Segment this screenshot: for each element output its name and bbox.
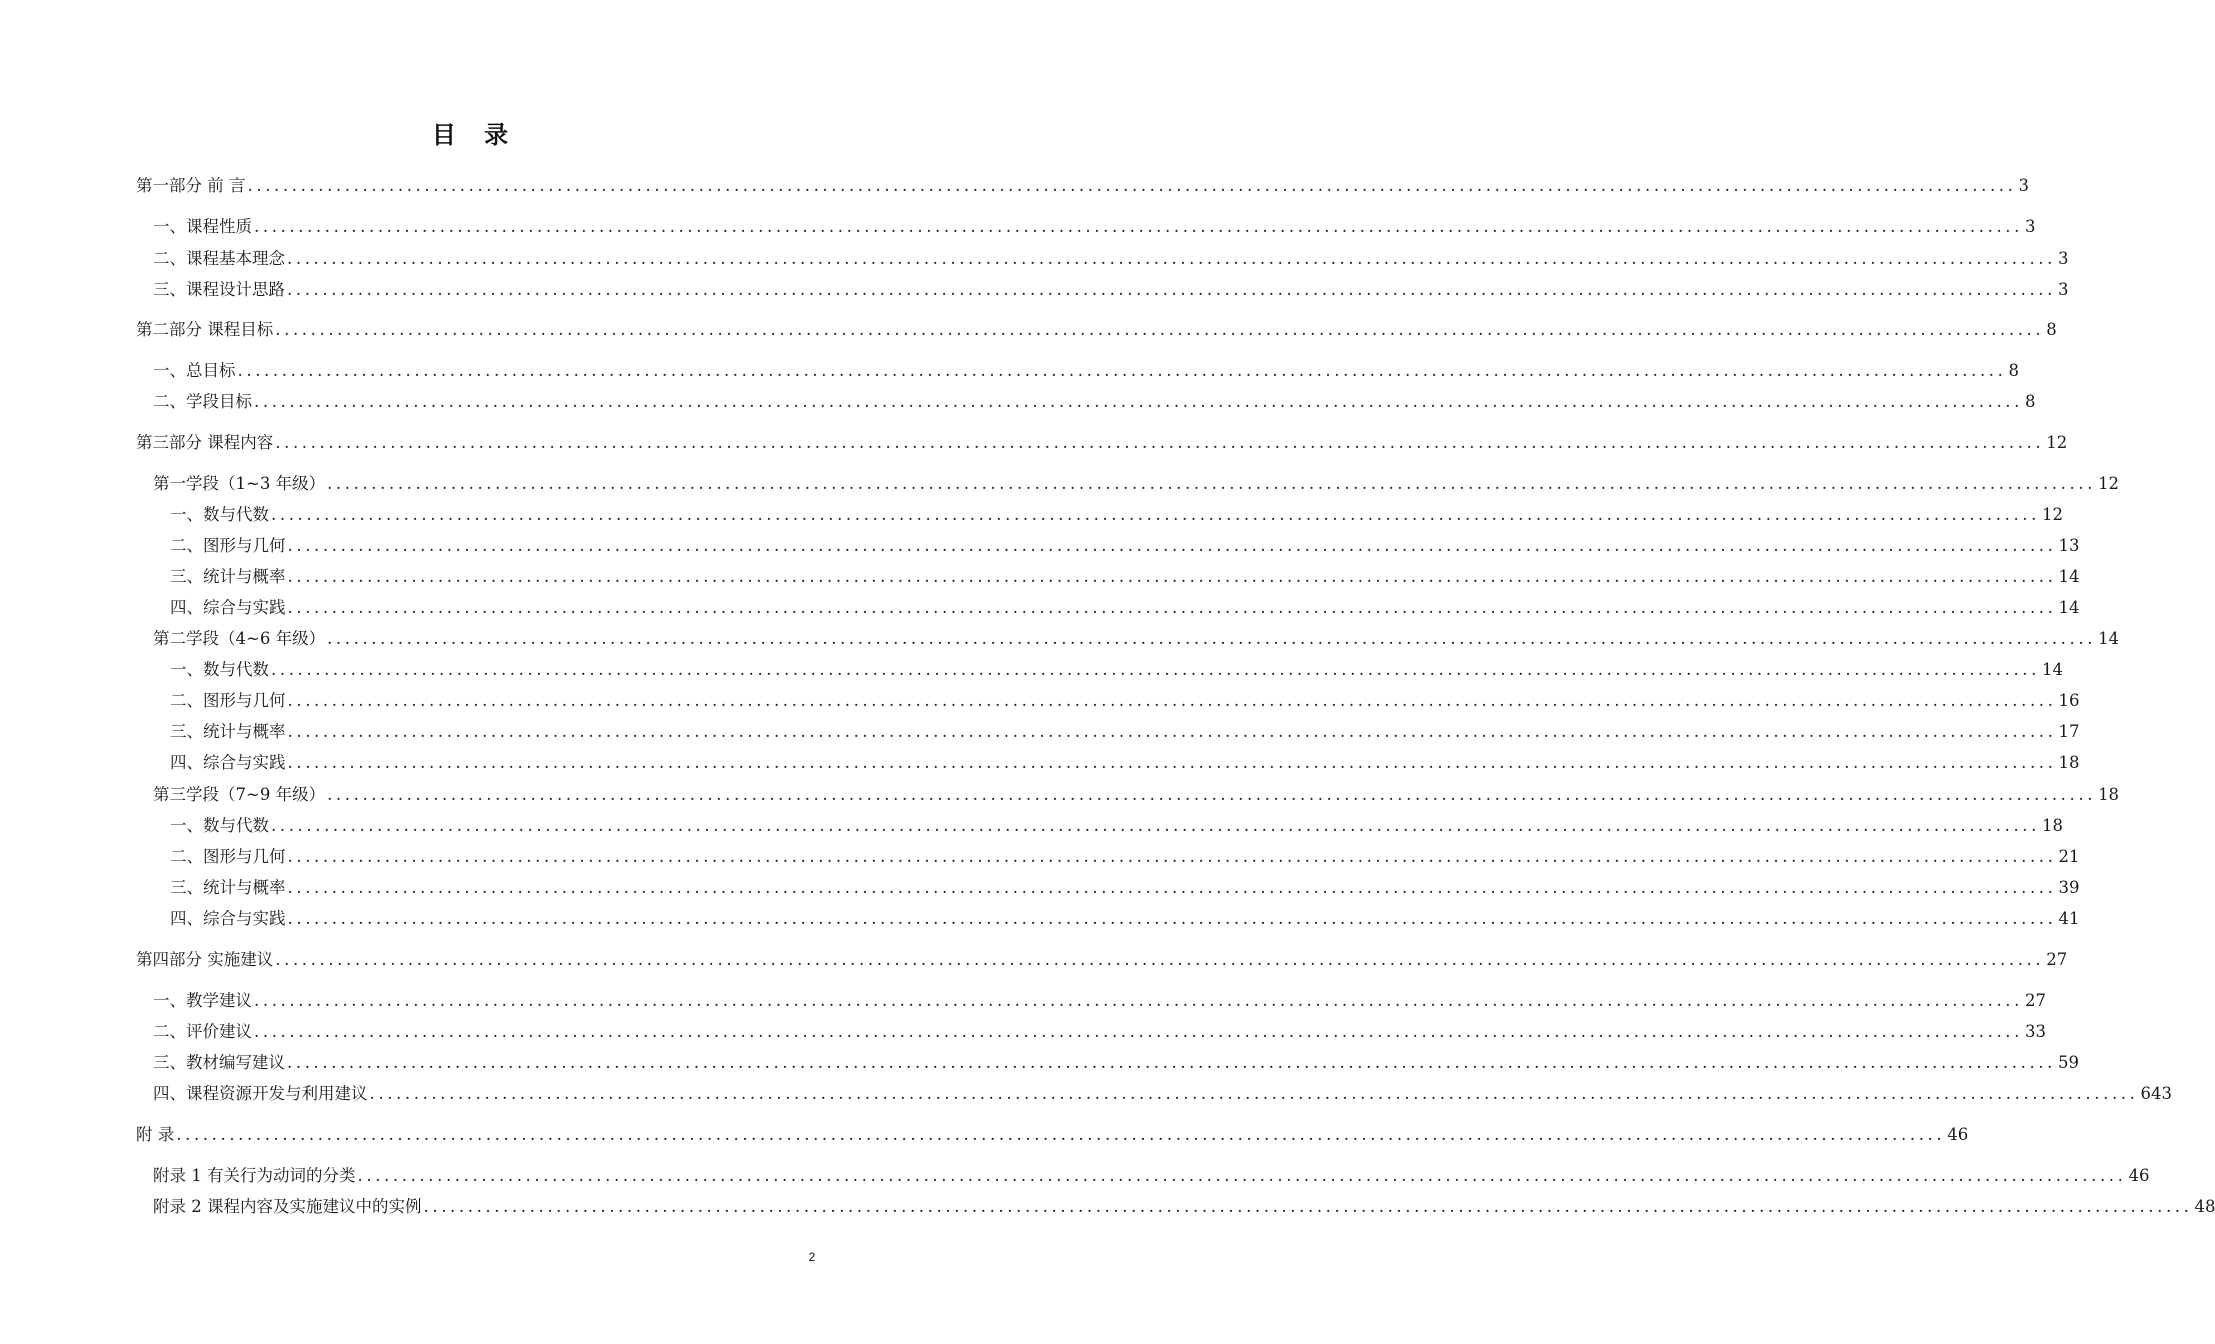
toc-entry-label: 一、数与代数 (170, 660, 269, 679)
toc-entry[interactable] (153, 391, 2036, 413)
dot-leader: ........................................................................................................................................................................................................ (254, 991, 2023, 1010)
toc-entry[interactable] (170, 846, 2080, 868)
toc-entry-label: 三、统计与概率 (170, 722, 286, 741)
dot-leader: ........................................................................................................................................................................................................ (271, 660, 2040, 679)
toc-entry-label: 二、学段目标 (153, 392, 252, 411)
toc-entry-page: 13 (2058, 536, 2080, 555)
toc-entry-page: 41 (2058, 909, 2080, 928)
dot-leader: ........................................................................................................................................................................................................ (327, 474, 2097, 493)
toc-entry[interactable] (153, 1165, 2150, 1187)
toc-entry-label: 附录 1 有关行为动词的分类 (153, 1166, 356, 1185)
toc-entry-label: 二、图形与几何 (170, 536, 286, 555)
toc-entry-label: 三、统计与概率 (170, 878, 286, 897)
toc-entry-page: 21 (2058, 847, 2080, 866)
dot-leader: ........................................................................................................................................................................................................ (287, 691, 2057, 710)
toc-entry[interactable] (136, 949, 2068, 971)
toc-entry-label: 一、数与代数 (170, 816, 269, 835)
toc-entry[interactable] (153, 279, 2069, 301)
toc-entry[interactable] (153, 248, 2069, 270)
toc-entry[interactable] (153, 1021, 2046, 1043)
toc-entry[interactable] (170, 535, 2080, 557)
toc-entry-page: 14 (2058, 598, 2080, 617)
toc-entry-page: 18 (2041, 816, 2063, 835)
page-number: 2 (808, 1250, 816, 1264)
toc-entry[interactable] (170, 566, 2080, 588)
toc-entry-label: 一、数与代数 (170, 505, 269, 524)
dot-leader: ........................................................................................................................................................................................................ (275, 950, 2045, 969)
dot-leader: ........................................................................................................................................................................................................ (357, 1166, 2127, 1185)
toc-entry-page: 27 (2024, 991, 2046, 1010)
dot-leader: ........................................................................................................................................................................................................ (287, 722, 2057, 741)
dot-leader: ........................................................................................................................................................................................................ (254, 1022, 2023, 1041)
dot-leader: ........................................................................................................................................................................................................ (287, 847, 2057, 866)
dot-leader: ........................................................................................................................................................................................................ (271, 816, 2040, 835)
toc-entry-label: 二、图形与几何 (170, 691, 286, 710)
toc-entry-page: 27 (2046, 950, 2068, 969)
toc-entry[interactable] (153, 628, 2120, 650)
toc-entry[interactable] (153, 1083, 2172, 1105)
toc-entry-page: 39 (2058, 878, 2080, 897)
toc-entry-label: 四、综合与实践 (170, 753, 286, 772)
toc-entry-page: 3 (2024, 217, 2036, 236)
toc-entry[interactable] (153, 216, 2036, 238)
toc-entry[interactable] (153, 473, 2120, 495)
dot-leader: ........................................................................................................................................................................................................ (369, 1084, 2139, 1103)
toc-entry-label: 四、课程资源开发与利用建议 (153, 1084, 368, 1103)
toc-entry-label: 第一学段（1~3 年级） (153, 474, 326, 493)
toc-entry-page: 18 (2058, 753, 2080, 772)
toc-entry[interactable] (136, 1124, 1969, 1146)
toc-entry[interactable] (170, 597, 2080, 619)
toc-entry[interactable] (170, 504, 2063, 526)
toc-entry-label: 第三学段（7~9 年级） (153, 785, 326, 804)
toc-entry[interactable] (136, 432, 2068, 454)
dot-leader: ........................................................................................................................................................................................................ (287, 280, 2056, 299)
dot-leader: ........................................................................................................................................................................................................ (287, 878, 2057, 897)
toc-entry[interactable] (153, 360, 2019, 382)
dot-leader: ........................................................................................................................................................................................................ (176, 1125, 1946, 1144)
dot-leader: ........................................................................................................................................................................................................ (287, 567, 2057, 586)
toc-entry[interactable] (153, 990, 2046, 1012)
dot-leader: ........................................................................................................................................................................................................ (271, 505, 2040, 524)
toc-entry[interactable] (170, 690, 2080, 712)
toc-entry-label: 第二部分 课程目标 (136, 320, 274, 339)
toc-entry[interactable] (170, 721, 2080, 743)
toc-entry-label: 三、课程设计思路 (153, 280, 285, 299)
toc-entry-page: 46 (1947, 1125, 1969, 1144)
toc-entry[interactable] (170, 752, 2080, 774)
dot-leader: ........................................................................................................................................................................................................ (327, 629, 2097, 648)
toc-entry-label: 二、图形与几何 (170, 847, 286, 866)
toc-entry-label: 三、教材编写建议 (153, 1053, 285, 1072)
toc-entry[interactable] (170, 877, 2080, 899)
toc-entry-page: 14 (2058, 567, 2080, 586)
toc-entry-label: 一、教学建议 (153, 991, 252, 1010)
dot-leader: ........................................................................................................................................................................................................ (254, 217, 2023, 236)
toc-entry[interactable] (136, 319, 2057, 341)
toc-entry-label: 一、总目标 (153, 361, 236, 380)
toc-entry-page: 3 (2057, 280, 2069, 299)
toc-entry-page: 8 (2008, 361, 2019, 380)
toc-entry[interactable] (170, 659, 2063, 681)
toc-entry[interactable] (153, 1196, 2215, 1218)
dot-leader: ........................................................................................................................................................................................................ (287, 249, 2056, 268)
dot-leader: ........................................................................................................................................................................................................ (237, 361, 2007, 380)
toc-entry[interactable] (170, 815, 2063, 837)
dot-leader: ........................................................................................................................................................................................................ (287, 536, 2057, 555)
toc-entry-page: 17 (2058, 722, 2080, 741)
toc-entry-label: 第二学段（4~6 年级） (153, 629, 326, 648)
toc-entry-label: 二、评价建议 (153, 1022, 252, 1041)
toc-entry-label: 第一部分 前 言 (136, 176, 246, 195)
dot-leader: ........................................................................................................................................................................................................ (287, 598, 2057, 617)
toc-entry-label: 附录 2 课程内容及实施建议中的实例 (153, 1197, 422, 1216)
toc-entry-label: 四、综合与实践 (170, 598, 286, 617)
dot-leader: ........................................................................................................................................................................................................ (247, 176, 2017, 195)
dot-leader: ........................................................................................................................................................................................................ (287, 1053, 2056, 1072)
toc-entry-label: 三、统计与概率 (170, 567, 286, 586)
toc-entry-page: 33 (2024, 1022, 2046, 1041)
toc-entry-page: 59 (2057, 1053, 2079, 1072)
toc-entry-label: 第三部分 课程内容 (136, 433, 274, 452)
toc-entry-label: 二、课程基本理念 (153, 249, 285, 268)
dot-leader: ........................................................................................................................................................................................................ (275, 433, 2045, 452)
toc-entry-page: 18 (2098, 785, 2120, 804)
toc-entry-page: 3 (2057, 249, 2069, 268)
dot-leader: ........................................................................................................................................................................................................ (327, 785, 2097, 804)
toc-entry-page: 14 (2098, 629, 2120, 648)
toc-entry-page: 12 (2041, 505, 2063, 524)
toc-title: 目 录 (431, 121, 519, 149)
toc-entry-page: 48 (2194, 1197, 2215, 1216)
toc-entry-page: 14 (2041, 660, 2063, 679)
toc-entry-page: 8 (2024, 392, 2036, 411)
toc-entry[interactable] (136, 175, 2029, 197)
toc-entry-label: 一、课程性质 (153, 217, 252, 236)
dot-leader: ........................................................................................................................................................................................................ (254, 392, 2023, 411)
toc-entry-label: 四、综合与实践 (170, 909, 286, 928)
dot-leader: ........................................................................................................................................................................................................ (423, 1197, 2193, 1216)
dot-leader: ........................................................................................................................................................................................................ (275, 320, 2045, 339)
toc-entry[interactable] (170, 908, 2080, 930)
toc-entry-page: 3 (2018, 176, 2029, 195)
toc-entry-page: 16 (2058, 691, 2080, 710)
toc-entry-label: 第四部分 实施建议 (136, 950, 274, 969)
dot-leader: ........................................................................................................................................................................................................ (287, 753, 2057, 772)
toc-entry-page: 8 (2046, 320, 2057, 339)
toc-entry-page: 46 (2128, 1166, 2150, 1185)
toc-entry-label: 附 录 (136, 1125, 175, 1144)
dot-leader: ........................................................................................................................................................................................................ (287, 909, 2057, 928)
toc-entry-page: 12 (2098, 474, 2120, 493)
toc-entry-page: 643 (2140, 1084, 2172, 1103)
toc-entry[interactable] (153, 1052, 2079, 1074)
toc-entry[interactable] (153, 784, 2120, 806)
toc-entry-page: 12 (2046, 433, 2068, 452)
